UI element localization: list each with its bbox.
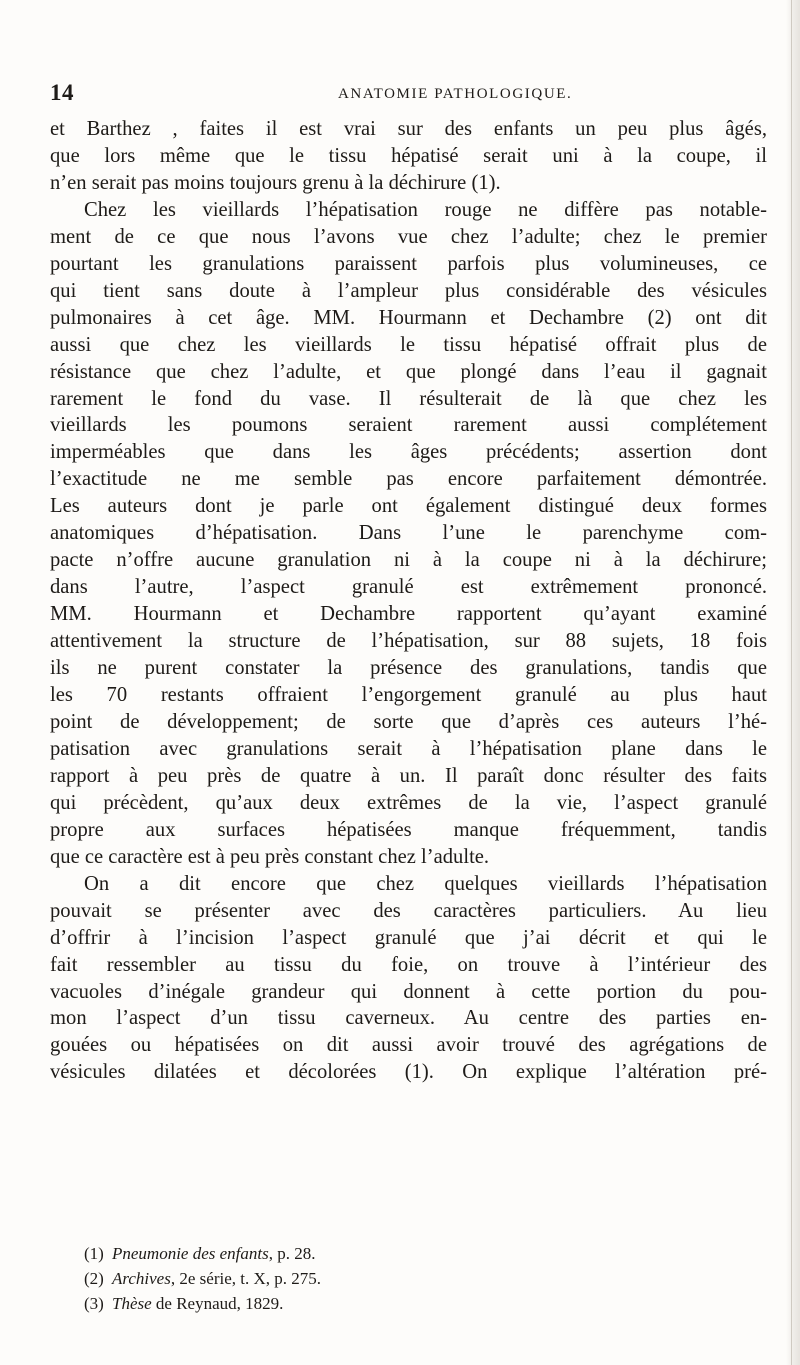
text-line: résistance que chez l’adulte, et que plongé dans l’eau il gagnait [50,360,767,383]
text-line: Les auteurs dont je parle ont également distingué deux formes [50,495,767,518]
text-line: vésicules dilatées et décolorées (1). On explique l’altération pré- [50,1061,767,1084]
page-edge-shadow [786,0,800,1365]
text-line: vieillards les poumons seraient rarement aussi complétement [50,414,767,437]
footnote-title: Archives [112,1269,171,1288]
text-line: ils ne purent constater la présence des granulations, tandis que [50,657,767,680]
footnote-text: , 2e série, t. X, p. 275. [170,1269,321,1288]
text-line: rarement le fond du vase. Il résulterait de là que chez les [50,387,767,410]
text-line: attentivement la structure de l’hépatisation, sur 88 sujets, 18 fois [50,630,767,653]
text-line: patisation avec granulations serait à l’hépatisation plane dans le [50,737,767,760]
footnote-title: Pneumonie des enfants [112,1244,269,1263]
footnote-mark: (3) [84,1294,104,1313]
text-line: anatomiques d’hépatisation. Dans l’une le parenchyme com- [50,522,767,545]
footnote-1 [84,1241,764,1266]
text-line: l’exactitude ne me semble pas encore parfaitement démontrée. [50,468,767,491]
footnotes [84,1241,764,1316]
footnote-mark: (1) [84,1244,104,1263]
text-line: On a dit encore que chez quelques vieillards l’hépatisation [84,872,767,895]
text-line: imperméables que dans les âges précédents; assertion dont [50,441,767,464]
text-line: vacuoles d’inégale grandeur qui donnent à cette portion du pou- [50,980,767,1003]
footnote-2 [84,1266,764,1291]
footnote-text: , p. 28. [268,1244,316,1263]
text-line: n’en serait pas moins toujours grenu à la déchirure (1). [50,171,501,194]
text-line: propre aux surfaces hépatisées manque fréquemment, tandis [50,818,767,841]
text-line: d’offrir à l’incision l’aspect granulé que j’ai décrit et qui le [50,926,767,949]
text-line: mon l’aspect d’un tissu caverneux. Au centre des parties en- [50,1007,767,1030]
text-line: pourtant les granulations paraissent parfois plus volumineuses, ce [50,252,767,275]
text-line: qui précèdent, qu’aux deux extrêmes de la vie, l’aspect granulé [50,791,767,814]
text-line: et Barthez , faites il est vrai sur des enfants un peu plus âgés, [50,118,767,140]
footnote-title: Thèse [112,1294,152,1313]
text-line: qui tient sans doute à l’ampleur plus considérable des vésicules [50,279,767,302]
text-line: rapport à peu près de quatre à un. Il paraît donc résulter des faits [50,764,767,787]
footnote-mark: (2) [84,1269,104,1288]
text-line: fait ressembler au tissu du foie, on trouve à l’intérieur des [50,953,767,976]
text-line: gouées ou hépatisées on dit aussi avoir trouvé des agrégations de [50,1034,767,1057]
text-line: pulmonaires à cet âge. MM. Hourmann et Dechambre (2) ont dit [50,306,767,329]
text-line: que ce caractère est à peu près constant chez l’adulte. [50,845,490,868]
body-text [50,116,767,1086]
text-line: MM. Hourmann et Dechambre rapportent qu’ayant examiné [50,603,767,626]
text-line: Chez les vieillards l’hépatisation rouge ne diffère pas notable- [84,198,767,221]
text-line: que lors même que le tissu hépatisé serait uni à la coupe, il [50,144,767,167]
footnote-3 [84,1291,764,1316]
text-line: les 70 restants offraient l’engorgement granulé au plus haut [50,684,767,707]
page-number: 14 [50,80,74,105]
text-line: dans l’autre, l’aspect granulé est extrêmement prononcé. [50,576,767,599]
text-line: point de développement; de sorte que d’après ces auteurs l’hé- [50,710,767,733]
text-line: ment de ce que nous l’avons vue chez l’adulte; chez le premier [50,225,767,248]
page-header [50,80,750,108]
running-title: ANATOMIE PATHOLOGIQUE. [338,86,573,102]
page-edge-line [791,0,792,1365]
text-line: pouvait se présenter avec des caractères particuliers. Au lieu [50,899,767,922]
text-line: aussi que chez les vieillards le tissu hépatisé offrait plus de [50,333,767,356]
footnote-text: de Reynaud, 1829. [151,1294,284,1313]
text-line: pacte n’offre aucune granulation ni à la coupe ni à la déchirure; [50,549,767,572]
